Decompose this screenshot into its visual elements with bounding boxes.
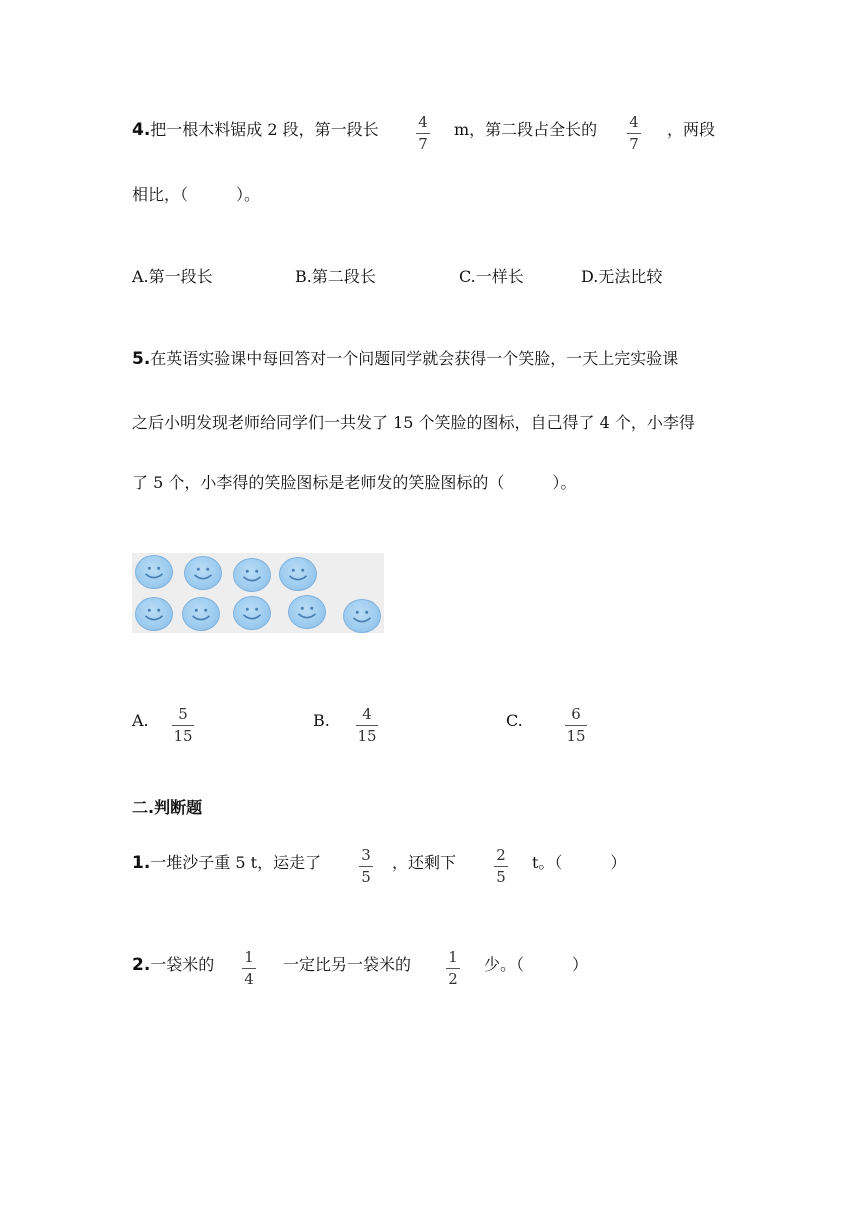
q4-option-c[interactable]: C.一样长	[459, 267, 524, 286]
q4-fraction-2-denominator: 7	[629, 135, 639, 153]
j1-fraction-2-numerator: 2	[496, 846, 506, 864]
j1-text-c: t。（ ）	[532, 853, 627, 872]
q5-option-b-fraction[interactable]	[356, 706, 378, 745]
q5-line3: 了 5 个，小李得的笑脸图标是老师发的笑脸图标的（ ）。	[132, 473, 577, 492]
q5-option-c-fraction[interactable]	[565, 706, 587, 745]
fraction-bar	[565, 725, 587, 726]
q4-fraction-1-numerator: 4	[418, 113, 428, 131]
j2-fraction-2-denominator: 2	[448, 970, 458, 988]
j2-fraction-1-denominator: 4	[244, 970, 254, 988]
q5-number: 5.	[132, 349, 151, 369]
q4-text-b: m，第二段占全长的	[454, 120, 598, 139]
section-heading: 二.判断题	[132, 798, 203, 817]
smiley-face-icon	[279, 557, 317, 591]
fraction-bar	[446, 968, 460, 969]
j2-fraction-2	[446, 949, 460, 988]
q4-fraction-1	[416, 114, 430, 153]
j1-fraction-1	[359, 847, 373, 886]
q5-option-b-numerator: 4	[362, 705, 372, 723]
j1-line	[132, 851, 321, 875]
q4-line2: 相比，（ ）。	[132, 185, 261, 204]
j1-text-a: 一堆沙子重 5 t，运走了	[150, 853, 322, 872]
j1-fraction-2	[494, 847, 508, 886]
q5-line1-text: 在英语实验课中每回答对一个问题同学就会获得一个笑脸，一天上完实验课	[150, 349, 679, 368]
smiley-face-icon	[135, 555, 173, 589]
smiley-face-icon	[233, 558, 271, 592]
smiley-face-icon	[135, 597, 173, 631]
q5-line2: 之后小明发现老师给同学们一共发了 15 个笑脸的图标，自己得了 4 个，小李得	[132, 413, 695, 432]
fraction-bar	[172, 725, 194, 726]
j1-number: 1.	[132, 853, 151, 873]
q5-option-a-numerator: 5	[178, 705, 188, 723]
q5-option-a-label[interactable]: A.	[132, 711, 149, 730]
j2-fraction-1	[242, 949, 256, 988]
q4-text-c: ，两段	[667, 120, 716, 139]
fraction-bar	[494, 866, 508, 867]
smiley-face-icon	[288, 595, 326, 629]
j2-text-c: 少。（ ）	[484, 955, 589, 974]
q5-option-b-denominator: 15	[357, 727, 377, 745]
smiley-face-icon	[184, 556, 222, 590]
q5-option-c-label[interactable]: C.	[506, 711, 523, 730]
q5-option-c-denominator: 15	[566, 727, 586, 745]
q4-option-b[interactable]: B.第二段长	[295, 267, 376, 286]
smiley-face-icon	[343, 599, 381, 633]
q5-line1	[132, 347, 678, 371]
smiley-face-icon	[233, 596, 271, 630]
j1-fraction-1-numerator: 3	[361, 846, 371, 864]
q4-option-a[interactable]: A.第一段长	[132, 267, 213, 286]
j1-fraction-1-denominator: 5	[361, 868, 371, 886]
fraction-bar	[242, 968, 256, 969]
q5-option-a-fraction[interactable]	[172, 706, 194, 745]
fraction-bar	[359, 866, 373, 867]
j2-line	[132, 953, 214, 977]
j2-text-b: 一定比另一袋米的	[283, 955, 412, 974]
j1-fraction-2-denominator: 5	[496, 868, 506, 886]
q5-option-a-denominator: 15	[173, 727, 193, 745]
q5-option-b-label[interactable]: B.	[313, 711, 330, 730]
fraction-bar	[416, 133, 430, 134]
q4-line1	[132, 118, 379, 142]
j2-text-a: 一袋米的	[150, 955, 215, 974]
q4-option-d[interactable]: D.无法比较	[581, 267, 663, 286]
q4-fraction-1-denominator: 7	[418, 135, 428, 153]
smiley-faces-image	[132, 553, 384, 633]
j2-fraction-1-numerator: 1	[244, 948, 254, 966]
fraction-bar	[356, 725, 378, 726]
q4-text-a: 把一根木料锯成 2 段，第一段长	[150, 120, 379, 139]
j2-fraction-2-numerator: 1	[448, 948, 458, 966]
fraction-bar	[627, 133, 641, 134]
j1-text-b: ，还剩下	[392, 853, 457, 872]
smiley-face-icon	[182, 597, 220, 631]
q5-option-c-numerator: 6	[571, 705, 581, 723]
q4-number: 4.	[132, 120, 151, 140]
q4-fraction-2-numerator: 4	[629, 113, 639, 131]
q4-fraction-2	[627, 114, 641, 153]
j2-number: 2.	[132, 955, 151, 975]
